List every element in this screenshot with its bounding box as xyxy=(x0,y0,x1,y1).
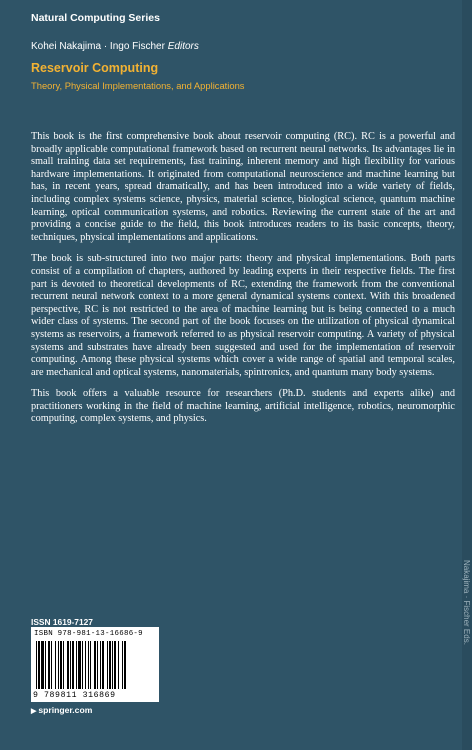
blurb-paragraph: The book is sub-structured into two major parts: theory and physical implementations. Both parts consist of a compilation of chapters, authored by leading experts in their respective fields. The first part is devoted to theoretical developments of RC, extending the framework from the conventional recurrent neural network context to a more general dynamical systems context. With this broadened perspective, RC is not restricted to the area of machine learning but is being connected to a much wider class of systems. The second part of the book focuses on the utilization of physical dynamical systems as reservoirs, a framework referred to as physical reservoir computing. A variety of physical systems and substrates have already been suggested and used for the implementation of reservoir computing. Among these physical systems which cover a wide range of spatial and temporal scales, are mechanical and optical systems, nanomaterials, spintronics, and quantum many body systems. xyxy=(31,253,455,378)
barcode-bar xyxy=(122,641,123,689)
barcode-bar xyxy=(124,641,126,689)
publisher-link[interactable] xyxy=(31,705,92,715)
barcode-bar xyxy=(90,641,91,689)
barcode-bar xyxy=(76,641,77,689)
blurb-paragraph: This book is the first comprehensive book about reservoir computing (RC). RC is a powerful and broadly applicable computational framework based on recurrent neural networks. Its advantages lie in small training data set requirements, fast training, inherent memory and high flexibility for various hardware implementations. It originated from computational neuroscience and machine learning but has, in recent years, spread dramatically, and has been introduced into a wide variety of fields, including complex systems science, physics, material science, biological science, quantum machine learning, optical communication systems, and robotics. Reviewing the current state of the art and providing a concise guide to the field, this book introduces readers to its basic concepts, theory, techniques, physical implementations and applications. xyxy=(31,131,455,243)
barcode-bar xyxy=(78,641,81,689)
blurb-paragraph: This book offers a valuable resource for researchers (Ph.D. students and experts alike) and practitioners working in the field of machine learning, artificial intelligence, robotics, neuromorphic computing, complex systems, and physics. xyxy=(31,388,455,425)
barcode-bar xyxy=(85,641,86,689)
barcode-bar xyxy=(88,641,89,689)
barcode-bar xyxy=(55,641,56,689)
barcode-bar xyxy=(60,641,62,689)
barcode-bar xyxy=(100,641,101,689)
barcode-bar xyxy=(118,641,119,689)
barcode-bar xyxy=(51,641,52,689)
book-subtitle: Theory, Physical Implementations, and Applications xyxy=(31,80,245,91)
isbn-text: ISBN 978-981-13-16686-9 xyxy=(34,630,143,638)
blurb xyxy=(31,131,455,435)
barcode-bar xyxy=(102,641,104,689)
barcode-bar xyxy=(36,641,37,689)
barcode-bar xyxy=(63,641,64,689)
barcode-bar xyxy=(58,641,59,689)
barcode-digits: 9 789811 316869 xyxy=(33,691,116,700)
barcode-bar xyxy=(114,641,116,689)
barcode-bar xyxy=(72,641,74,689)
barcode-bar xyxy=(48,641,50,689)
barcode-bar xyxy=(41,641,44,689)
barcode-bar xyxy=(97,641,98,689)
barcode-bar xyxy=(67,641,69,689)
publisher-url: springer.com xyxy=(38,705,93,715)
book-title: Reservoir Computing xyxy=(31,61,159,75)
series-name: Natural Computing Series xyxy=(31,12,160,24)
issn: ISSN 1619-7127 xyxy=(31,617,93,627)
barcode-bar xyxy=(94,641,96,689)
barcode-bar xyxy=(109,641,111,689)
barcode-bar xyxy=(70,641,71,689)
barcode-bar xyxy=(45,641,46,689)
barcode-bars xyxy=(34,641,156,691)
editors-role: Editors xyxy=(167,41,199,52)
barcode-bar xyxy=(82,641,83,689)
barcode-bar xyxy=(112,641,113,689)
barcode-bar xyxy=(107,641,108,689)
spine-text: Nakajima · Fischer Eds. xyxy=(462,560,471,645)
editor-names: Kohei Nakajima · Ingo Fischer xyxy=(31,41,165,52)
arrow-icon: ▶ xyxy=(31,708,37,715)
barcode-bar xyxy=(38,641,40,689)
spine-edge xyxy=(462,0,472,750)
barcode xyxy=(31,627,159,702)
editors-line xyxy=(31,41,199,52)
